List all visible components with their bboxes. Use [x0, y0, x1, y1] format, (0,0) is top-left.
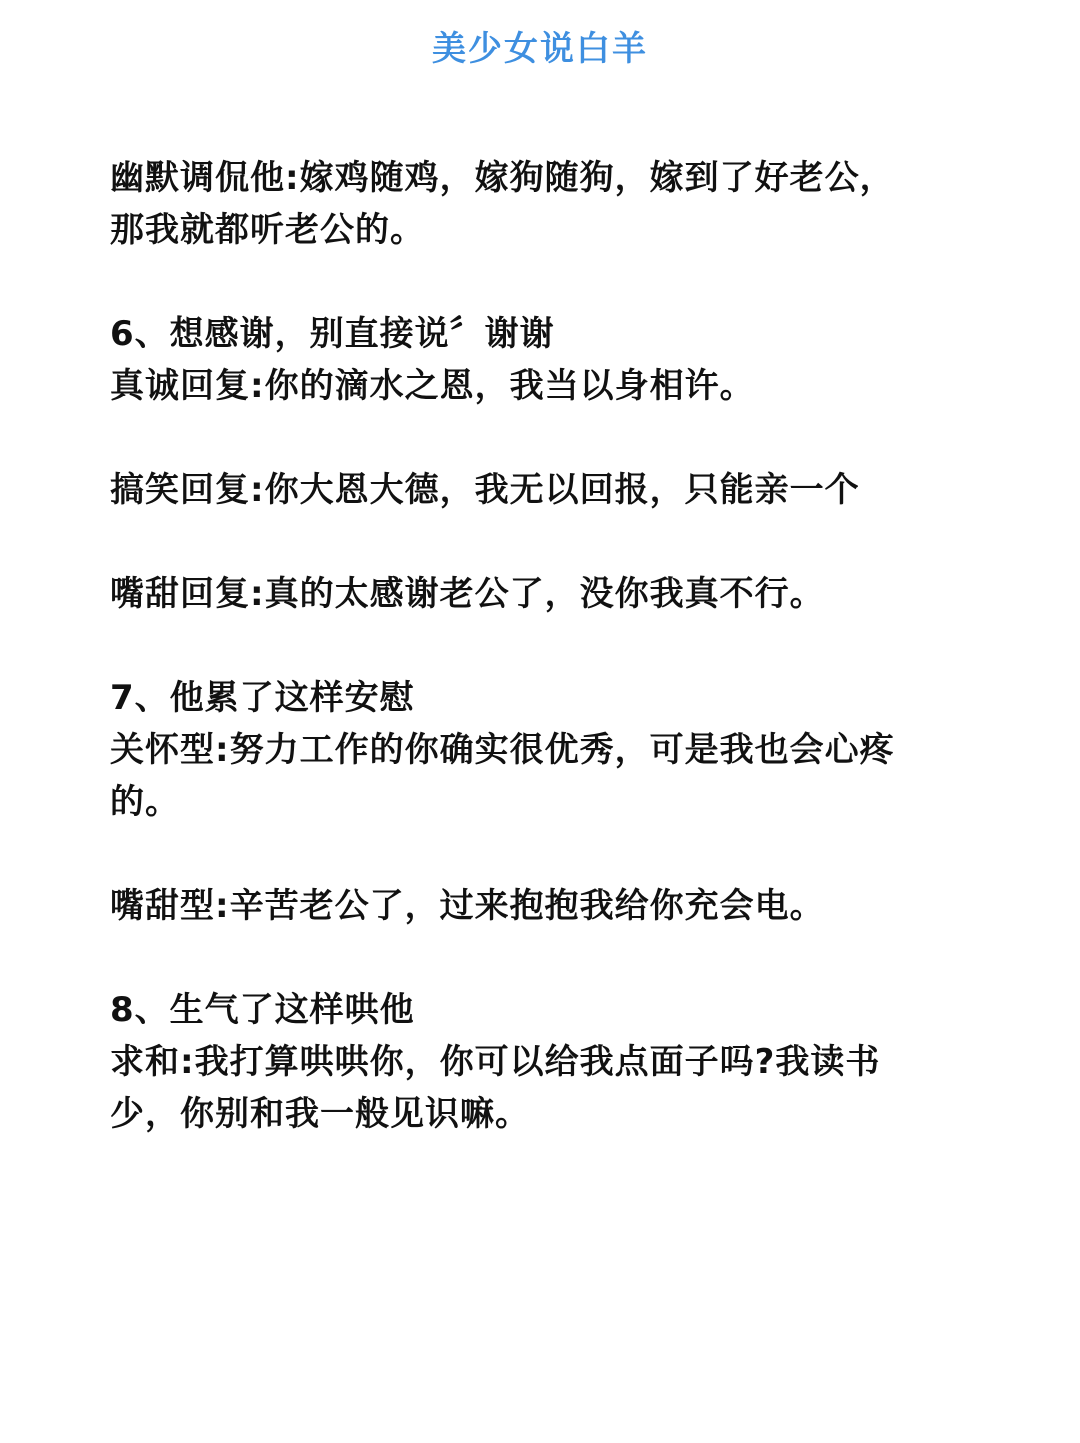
paragraph-gap: [110, 412, 970, 464]
text-line: 那我就都听老公的。: [110, 210, 425, 250]
text-line: 幽默调侃他:嫁鸡随鸡，嫁狗随狗，嫁到了好老公，: [110, 158, 895, 198]
article-body: [110, 152, 970, 1140]
paragraph-gap: [110, 932, 970, 984]
text-line: 求和:我打算哄哄你，你可以给我点面子吗?我读书: [110, 1042, 881, 1082]
text-line: 嘴甜型:辛苦老公了，过来抱抱我给你充会电。: [110, 886, 825, 926]
text-line: 少，你别和我一般见识嘛。: [110, 1094, 530, 1134]
section-heading-8: 8、生气了这样哄他: [110, 990, 415, 1030]
text-line: 的。: [110, 782, 180, 822]
text-line: 真诚回复:你的滴水之恩，我当以身相许。: [110, 366, 755, 406]
text-line: 嘴甜回复:真的太感谢老公了，没你我真不行。: [110, 574, 825, 614]
section-heading-6: 6、想感谢，别直接说〞谢谢: [110, 314, 555, 354]
page-header-title: 美少女说白羊: [432, 29, 648, 69]
section-heading-7: 7、他累了这样安慰: [110, 678, 415, 718]
text-line: 关怀型:努力工作的你确实很优秀，可是我也会心疼: [110, 730, 895, 770]
paragraph-gap: [110, 256, 970, 308]
text-line: 搞笑回复:你大恩大德，我无以回报，只能亲一个: [110, 470, 860, 510]
paragraph-gap: [110, 516, 970, 568]
paragraph-gap: [110, 620, 970, 672]
paragraph-gap: [110, 828, 970, 880]
